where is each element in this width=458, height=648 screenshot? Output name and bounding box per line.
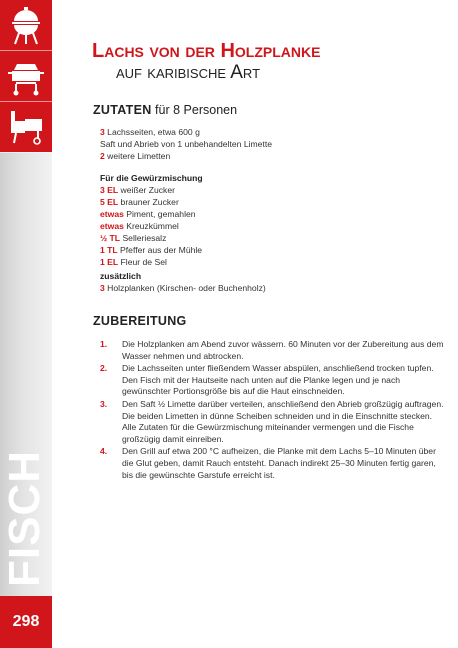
kettle-grill-icon	[0, 0, 52, 51]
ingredient-item: 3 EL weißer Zucker	[100, 185, 175, 195]
ingredient-item: Saft und Abrieb von 1 unbehandelten Limette	[100, 139, 273, 149]
ingredients-heading: ZUTATEN für 8 Personen	[93, 103, 238, 117]
preparation-heading: ZUBEREITUNG	[93, 314, 187, 328]
ingredient-item: 1 TL Pfeffer aus der Mühle	[100, 245, 203, 255]
section-label: FISCH	[0, 450, 49, 587]
step-item: 1. Die Holzplanken am Abend zuvor wässern. 60 Minuten vor der Zubereitung aus dem Wasser nehmen und abtrocken.	[100, 339, 444, 361]
ingredient-item: 1 EL Fleur de Sel	[100, 257, 167, 267]
ingredient-item: 5 EL brauner Zucker	[100, 197, 179, 207]
ingredient-item: 2 weitere Limetten	[100, 151, 171, 161]
ingredient-item: etwas Piment, gemahlen	[100, 209, 196, 219]
step-item: 3. Den Saft ½ Limette darüber verteilen, anschließend den Abrieb großzügig auftragen. Die beiden Limetten in dünne Scheiben schneiden und in die Einschnitte stecken. Alle Zutaten für die Gewürzmischung miteinander vermengen und die Fische großzügig damit einreiben.	[100, 398, 444, 444]
grill-icons	[0, 0, 52, 152]
ingredient-item: etwas Kreuzkümmel	[100, 221, 179, 231]
ingredient-list-main	[100, 126, 440, 162]
page-number: 298	[0, 596, 52, 648]
step-item: 4. Den Grill auf etwa 200 °C aufheizen, die Planke mit dem Lachs 5–10 Minuten über die Glut geben, damit Rauch entsteht. Danach indirekt 25–30 Minuten fertig garen, bis die gewünschte Garstufe erreicht ist.	[100, 446, 436, 480]
ingredient-list-spice	[100, 172, 440, 268]
step-item: 2. Die Lachsseiten unter fließendem Wasser abspülen, anschließend trocken tupfen. Den Fisch mit der Hautseite nach unten auf die Planke legen und je nach gewünschter Portionsgröße bis auf die Haut einschneiden.	[100, 363, 434, 397]
gas-grill-icon	[0, 51, 52, 102]
recipe-subtitle: auf karibische Art	[116, 62, 261, 83]
recipe-title: Lachs von der Holzplanke	[92, 40, 321, 62]
ingredient-list-extra	[100, 270, 440, 294]
smoker-icon	[0, 102, 52, 153]
ingredient-item: 3 Lachsseiten, etwa 600 g	[100, 127, 200, 137]
preparation-steps	[100, 339, 446, 482]
sidebar	[0, 0, 52, 648]
ingredient-item: 3 Holzplanken (Kirschen- oder Buchenholz)	[100, 283, 266, 293]
spice-heading: Für die Gewürzmischung	[100, 173, 203, 183]
ingredient-item: ½ TL Selleriesalz	[100, 233, 167, 243]
extra-heading: zusätzlich	[100, 271, 142, 281]
